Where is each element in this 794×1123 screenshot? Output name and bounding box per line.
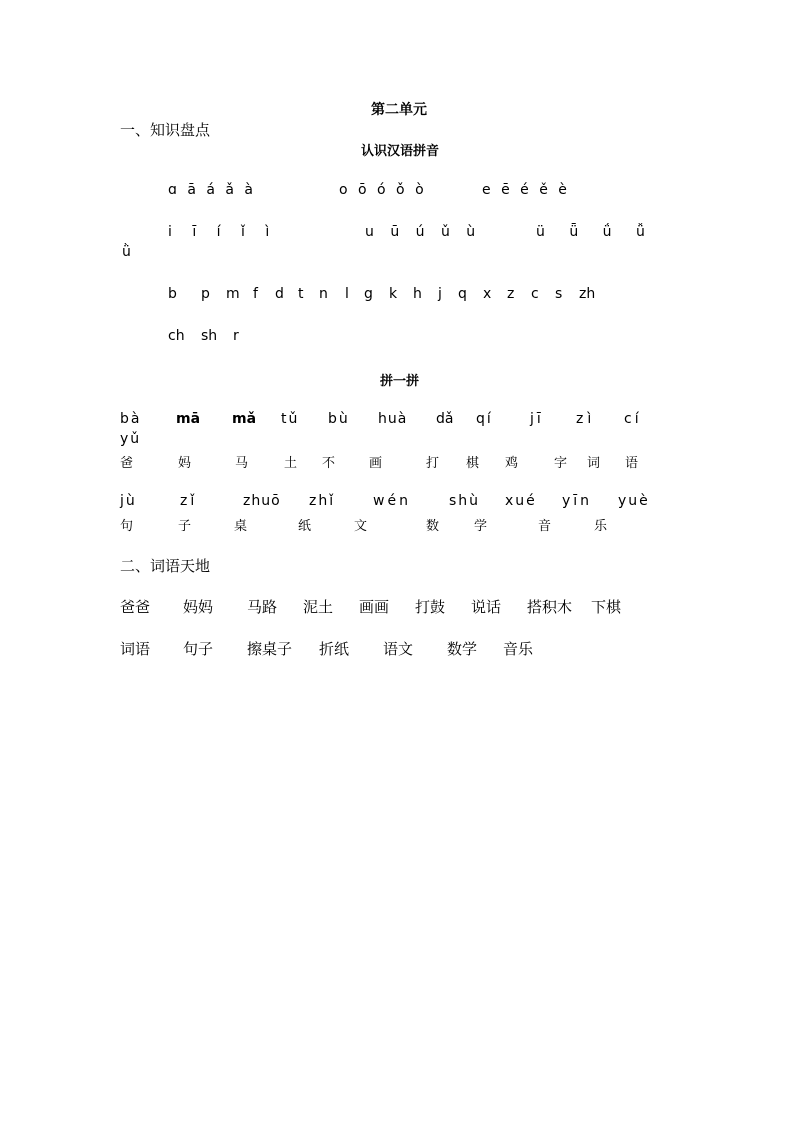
vowel-a-tones: ɑ ā á ǎ à — [168, 182, 254, 198]
vocab-word: 泥土 — [303, 598, 334, 616]
vocab-word: 搭积木 — [527, 598, 573, 616]
vowel-o-tones: o ō ó ǒ ò — [339, 182, 424, 198]
pinyin-syllable: qí — [476, 411, 493, 427]
pinyin-syllable: dǎ — [436, 411, 454, 427]
consonant: m — [226, 286, 240, 302]
practice-subtitle: 拼一拼 — [380, 374, 420, 389]
section2-heading: 二、词语天地 — [120, 557, 211, 575]
consonant: z — [507, 286, 515, 302]
hanzi-char: 马 — [235, 456, 249, 471]
consonant: x — [483, 286, 492, 302]
hanzi-char: 乐 — [594, 519, 608, 534]
hanzi-char: 土 — [284, 456, 298, 471]
vocab-word: 折纸 — [319, 640, 350, 658]
hanzi-char: 打 — [426, 456, 440, 471]
pinyin-syllable: zì — [576, 411, 596, 427]
consonant: t — [298, 286, 304, 302]
pinyin-syllable-wrap: yǔ — [120, 431, 142, 447]
hanzi-char: 音 — [538, 519, 552, 534]
consonant: j — [438, 286, 442, 302]
hanzi-char: 文 — [354, 519, 368, 534]
hanzi-char: 子 — [178, 519, 192, 534]
pinyin-syllable: jī — [530, 411, 544, 427]
consonant: d — [275, 286, 284, 302]
hanzi-char: 字 — [554, 456, 568, 471]
pinyin-syllable: bù — [328, 411, 350, 427]
pinyin-syllable: shù — [449, 493, 481, 509]
hanzi-char: 爸 — [120, 456, 134, 471]
pinyin-syllable: tǔ — [281, 411, 300, 427]
vocab-word: 音乐 — [503, 640, 534, 658]
consonant: ch — [168, 328, 185, 344]
hanzi-char: 数 — [426, 519, 440, 534]
vowel-v-tones: ü ǖ ǘ ǚ — [536, 224, 645, 240]
pinyin-syllable: bà — [120, 411, 142, 427]
vocab-word: 说话 — [471, 598, 502, 616]
consonant: sh — [201, 328, 218, 344]
hanzi-char: 不 — [322, 456, 336, 471]
consonant: l — [345, 286, 349, 302]
vocab-word: 马路 — [247, 598, 278, 616]
vocab-word: 句子 — [183, 640, 214, 658]
pinyin-syllable: jù — [120, 493, 137, 509]
hanzi-char: 学 — [474, 519, 488, 534]
pinyin-syllable: mǎ — [232, 411, 257, 427]
hanzi-char: 词 — [587, 456, 601, 471]
hanzi-char: 棋 — [466, 456, 480, 471]
vocab-word: 妈妈 — [183, 598, 214, 616]
consonant: g — [364, 286, 373, 302]
section1-heading: 一、知识盘点 — [120, 121, 211, 139]
unit-title: 第二单元 — [371, 102, 427, 118]
consonant: r — [233, 328, 239, 344]
pinyin-syllable: zhuō — [243, 493, 281, 509]
pinyin-syllable: zhǐ — [309, 493, 336, 509]
vocab-word: 下棋 — [591, 598, 622, 616]
hanzi-char: 纸 — [298, 519, 312, 534]
consonant: p — [201, 286, 210, 302]
hanzi-char: 桌 — [234, 519, 248, 534]
vocab-word: 擦桌子 — [247, 640, 293, 658]
hanzi-char: 句 — [120, 519, 134, 534]
pinyin-syllable: yuè — [618, 493, 650, 509]
vowel-u-tones: u ū ú ǔ ù — [365, 224, 476, 240]
vowel-i-tones: i ī í ǐ ì — [168, 224, 270, 240]
consonant: s — [555, 286, 563, 302]
consonant: b — [168, 286, 177, 302]
hanzi-char: 画 — [369, 456, 383, 471]
vowel-e-tones: e ē é ě è — [482, 182, 567, 198]
pinyin-subtitle: 认识汉语拼音 — [361, 144, 440, 159]
consonant: f — [253, 286, 258, 302]
hanzi-char: 鸡 — [505, 456, 519, 471]
consonant: k — [389, 286, 398, 302]
pinyin-syllable: huà — [378, 411, 408, 427]
pinyin-syllable: wén — [373, 493, 411, 509]
pinyin-syllable: xué — [505, 493, 537, 509]
hanzi-char: 语 — [625, 456, 639, 471]
vocab-word: 语文 — [383, 640, 414, 658]
vocab-word: 数学 — [447, 640, 478, 658]
pinyin-syllable: yīn — [562, 493, 593, 509]
consonant: n — [319, 286, 328, 302]
hanzi-char: 妈 — [178, 456, 192, 471]
consonant: c — [531, 286, 539, 302]
consonant: q — [458, 286, 467, 302]
consonant: zh — [579, 286, 596, 302]
pinyin-syllable: cí — [624, 411, 642, 427]
vocab-word: 画画 — [359, 598, 390, 616]
vowel-v-wrap: ǜ — [122, 244, 131, 260]
pinyin-syllable: mā — [176, 411, 201, 427]
vocab-word: 爸爸 — [120, 598, 151, 616]
consonant: h — [413, 286, 422, 302]
vocab-word: 词语 — [120, 640, 151, 658]
pinyin-syllable: zǐ — [180, 493, 198, 509]
vocab-word: 打鼓 — [415, 598, 446, 616]
